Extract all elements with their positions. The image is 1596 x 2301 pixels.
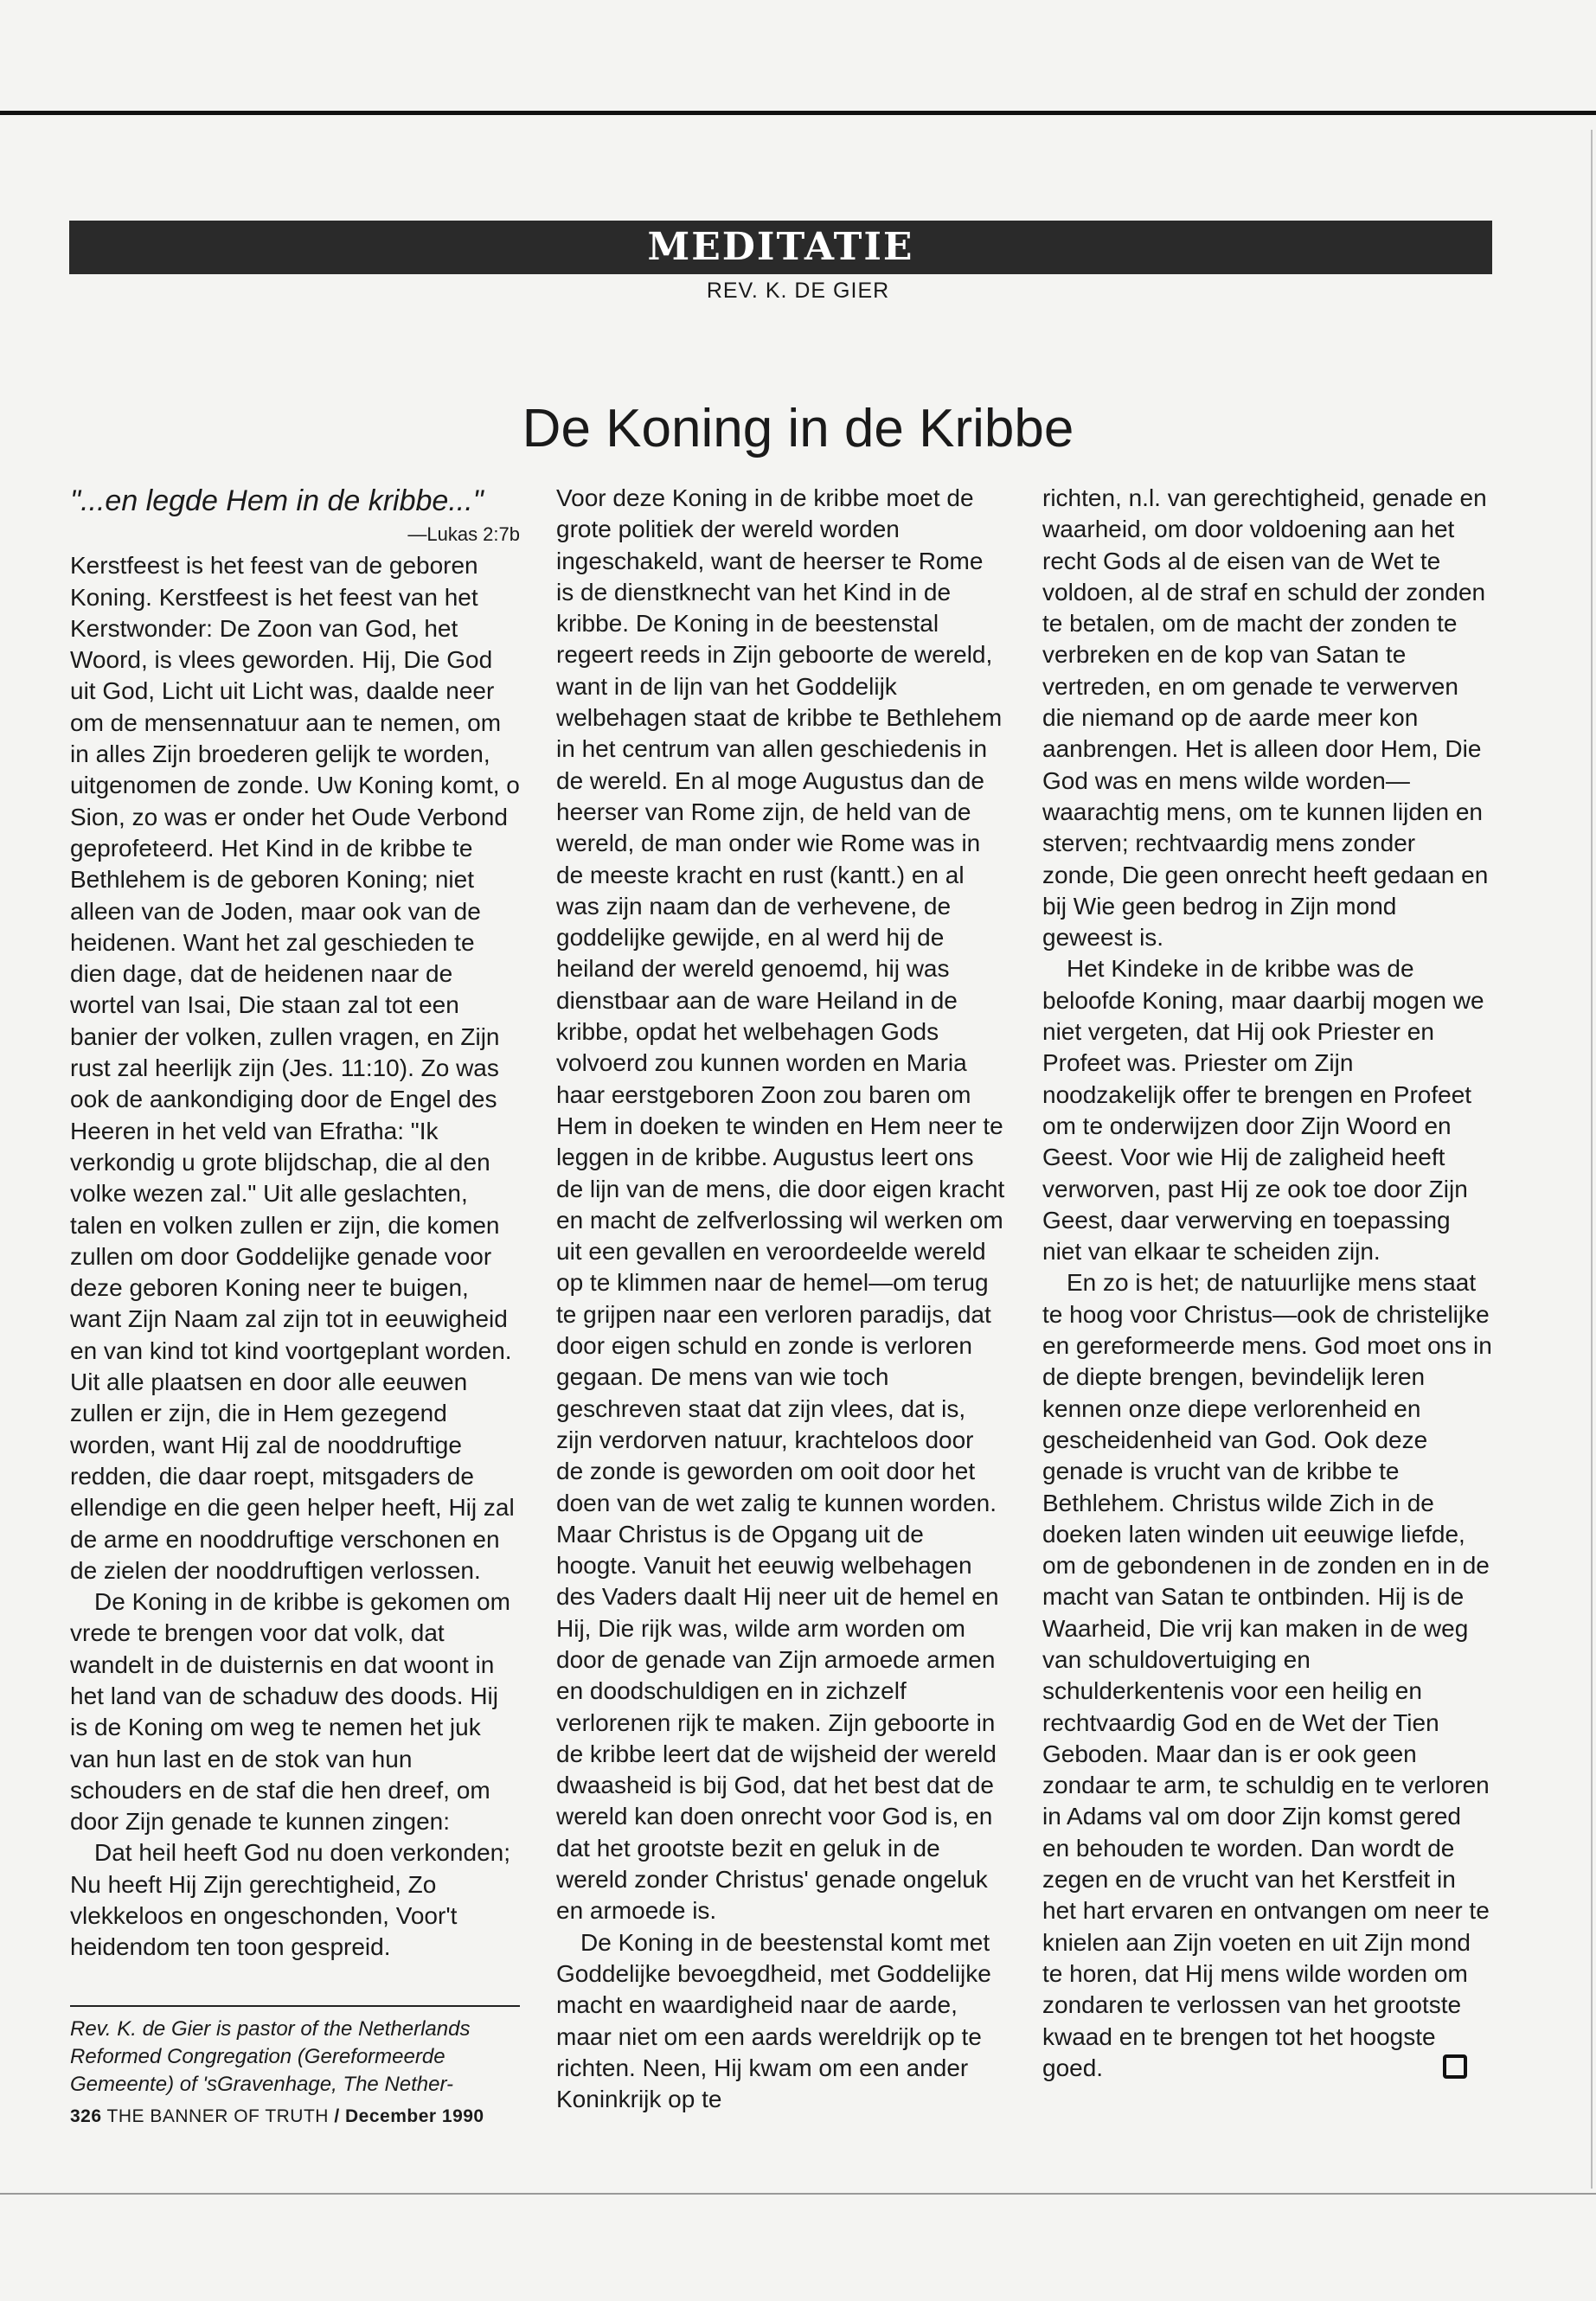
top-rule (0, 111, 1596, 115)
epigraph-quote: "...en legde Hem in de kribbe..." (70, 484, 484, 517)
article-title: De Koning in de Kribbe (522, 399, 1074, 458)
paragraph: De Koning in de kribbe is gekomen om vrede te brengen voor dat volk, dat wandelt in de duisternis en dat woont in het land van de schaduw des doods. Hij is de Koning om weg te nemen het juk van hun last en de stok van hun schouders en de staf die hen dreef, om door Zijn genade te kunnen zingen: (70, 1588, 510, 1836)
article-column-3 (1042, 483, 1492, 2084)
page-folio (70, 2106, 484, 2127)
publication-name: THE BANNER OF TRUTH (106, 2106, 329, 2126)
article-column-1 (70, 483, 520, 1964)
hymn-verse: Dat heil heeft God nu doen verkonden; Nu heeft Hij Zijn gerechtigheid, Zo vlekkeloos en ongeschonden, Voor't heidendom ten toon gespreid. (70, 1839, 511, 1961)
section-title: MEDITATIE (647, 225, 914, 269)
page-number: 326 (70, 2106, 102, 2126)
footnote-rule (70, 2005, 520, 2007)
end-of-article-icon (1443, 2054, 1467, 2079)
paragraph: De Koning in de beestenstal komt met Goddelijke bevoegdheid, met Goddelijke macht en waardigheid naar de aarde, maar niet om een aards wereldrijk op te richten. Neen, Hij kwam om een ander Koninkrijk op te (556, 1928, 991, 2113)
section-banner (69, 221, 1492, 274)
paragraph: Het Kindeke in de kribbe was de beloofde Koning, maar daarbij mogen we niet vergeten, dat Hij ook Priester en Profeet was. Priester om Zijn noodzakelijk offer te brengen en Profeet om te onderwijzen door Zijn Woord en Geest. Voor wie Hij de zaligheid heeft verworven, past Hij ze ook toe door Zijn Geest, daar verwerving en toepassing niet van elkaar te scheiden zijn. (1042, 955, 1484, 1266)
issue-date: / December 1990 (334, 2106, 484, 2126)
epigraph-reference: —Lukas 2:7b (407, 523, 520, 545)
author-byline: REV. K. DE GIER (706, 279, 890, 303)
author-footnote: Rev. K. de Gier is pastor of the Netherlands Reformed Congregation (Gereformeerde Gemeente) of 'sGravenhage, The Nether- (70, 2017, 471, 2096)
paragraph: Kerstfeest is het feest van de geboren Koning. Kerstfeest is het feest van het Kerstwonder: De Zoon van God, het Woord, is vlees geworden. Hij, Die God uit God, Licht uit Licht was, daalde neer om de mensennatuur aan te nemen, om in alles Zijn broederen gelijk te worden, uitgenomen de zonde. Uw Koning komt, o Sion, zo was er onder het Oude Verbond geprofeteerd. Het Kind in de kribbe te Bethlehem is de geboren Koning; niet alleen van de Joden, maar ook van de heidenen. Want het zal geschieden te dien dage, dat de heidenen naar de wortel van Isai, Die staan zal tot een banier der volken, zullen vragen, en Zijn rust zal heerlijk zijn (Jes. 11:10). Zo was ook de aankondiging door de Engel des Heeren in het veld van Efratha: "Ik verkondig u grote blijdschap, die al den volke wezen zal." Uit alle geslachten, talen en volken zullen er zijn, die komen zullen om door Goddelijke genade voor deze geboren Koning neer te buigen, want Zijn Naam zal zijn tot in eeuwigheid en van kind tot kind voortgeplant worden. Uit alle plaatsen en door alle eeuwen zullen er zijn, die in Hem gezegend worden, want Hij zal de nooddruftige redden, die daar roept, mitsgaders de ellendige en die geen helper heeft, Hij zal de arme en nooddruftige verschonen en de zielen der nooddruftigen verlossen. (70, 552, 520, 1584)
paragraph: En zo is het; de natuurlijke mens staat te hoog voor Christus—ook de christelijke en gereformeerde mens. God moet ons in de diepte brengen, bevindelijk leren kennen onze diepe verlorenheid en gescheidenheid van God. Ook deze genade is vrucht van de kribbe te Bethlehem. Christus wilde Zich in de doeken laten winden uit eeuwige liefde, om de gebondenen in de zonden en in de macht van Satan te ontbinden. Hij is de Waarheid, Die vrij kan maken in de weg van schuldovertuiging en schulderkentenis voor een heilig en rechtvaardig God en de Wet der Tien Geboden. Maar dan is er ook geen zondaar te arm, te schuldig en te verloren in Adams val om door Zijn komst gered en behouden te worden. Dan wordt de zegen en de vrucht van het Kerstfeit in het hart ervaren en ontvangen om neer te knielen aan Zijn voeten en uit Zijn mond te horen, dat Hij mens wilde worden om zondaren te verlossen van het grootste kwaad en te brengen tot het hoogste goed. (1042, 1269, 1492, 2081)
article-column-2 (556, 483, 1006, 2115)
paragraph: richten, n.l. van gerechtigheid, genade en waarheid, om door voldoening aan het recht Gods al de eisen van de Wet te voldoen, al de straf en schuld der zonden te betalen, om de macht der zonden te verbreken en de kop van Satan te vertreden, en om genade te verwerven die niemand op de aarde meer kon aanbrengen. Het is alleen door Hem, Die God was en mens wilde worden—waarachtig mens, om te kunnen lijden en sterven; rechtvaardig mens zonder zonde, Die geen onrecht heeft gedaan en bij Wie geen bedrog in Zijn mond geweest is. (1042, 484, 1489, 952)
page-edge-bottom (0, 2193, 1596, 2195)
paragraph: Voor deze Koning in de kribbe moet de grote politiek der wereld worden ingeschakeld, want de heerser te Rome is de dienstknecht van het Kind in de kribbe. De Koning in de beestenstal regeert reeds in Zijn geboorte de wereld, want in de lijn van het Goddelijk welbehagen staat de kribbe te Bethlehem in het centrum van allen geschiedenis in de wereld. En al moge Augustus dan de heerser van Rome zijn, de held van de wereld, de man onder wie Rome was in de meeste kracht en rust (kantt.) en al was zijn naam dan de verhevene, de goddelijke gewijde, en al werd hij de heiland der wereld genoemd, hij was dienstbaar aan de ware Heiland in de kribbe, opdat het welbehagen Gods volvoerd zou kunnen worden en Maria haar eerstgeboren Zoon zou baren om Hem in doeken te winden en Hem neer te leggen in de kribbe. Augustus leert ons de lijn van de mens, die door eigen kracht en macht de zelfverlossing wil werken om uit een gevallen en veroordeelde wereld op te klimmen naar de hemel—om terug te grijpen naar een verloren paradijs, dat door eigen schuld en zonde is verloren gegaan. De mens van wie toch geschreven staat dat zijn vlees, dat is, zijn verdorven natuur, krachteloos door de zonde is geworden om ooit door het doen van de wet zalig te kunnen worden. Maar Christus is de Opgang uit de hoogte. Vanuit het eeuwig welbehagen des Vaders daalt Hij neer uit de hemel en Hij, Die rijk was, wilde arm worden om door de genade van Zijn armoede armen en doodschuldigen en in zichzelf verlorenen rijk te maken. Zijn geboorte in de kribbe leert dat de wijsheid der wereld dwaasheid is bij God, dat het best dat de wereld kan doen onrecht voor God is, en dat het grootste bezit en geluk in de wereld zonder Christus' genade ongeluk en armoede is. (556, 484, 1005, 1925)
